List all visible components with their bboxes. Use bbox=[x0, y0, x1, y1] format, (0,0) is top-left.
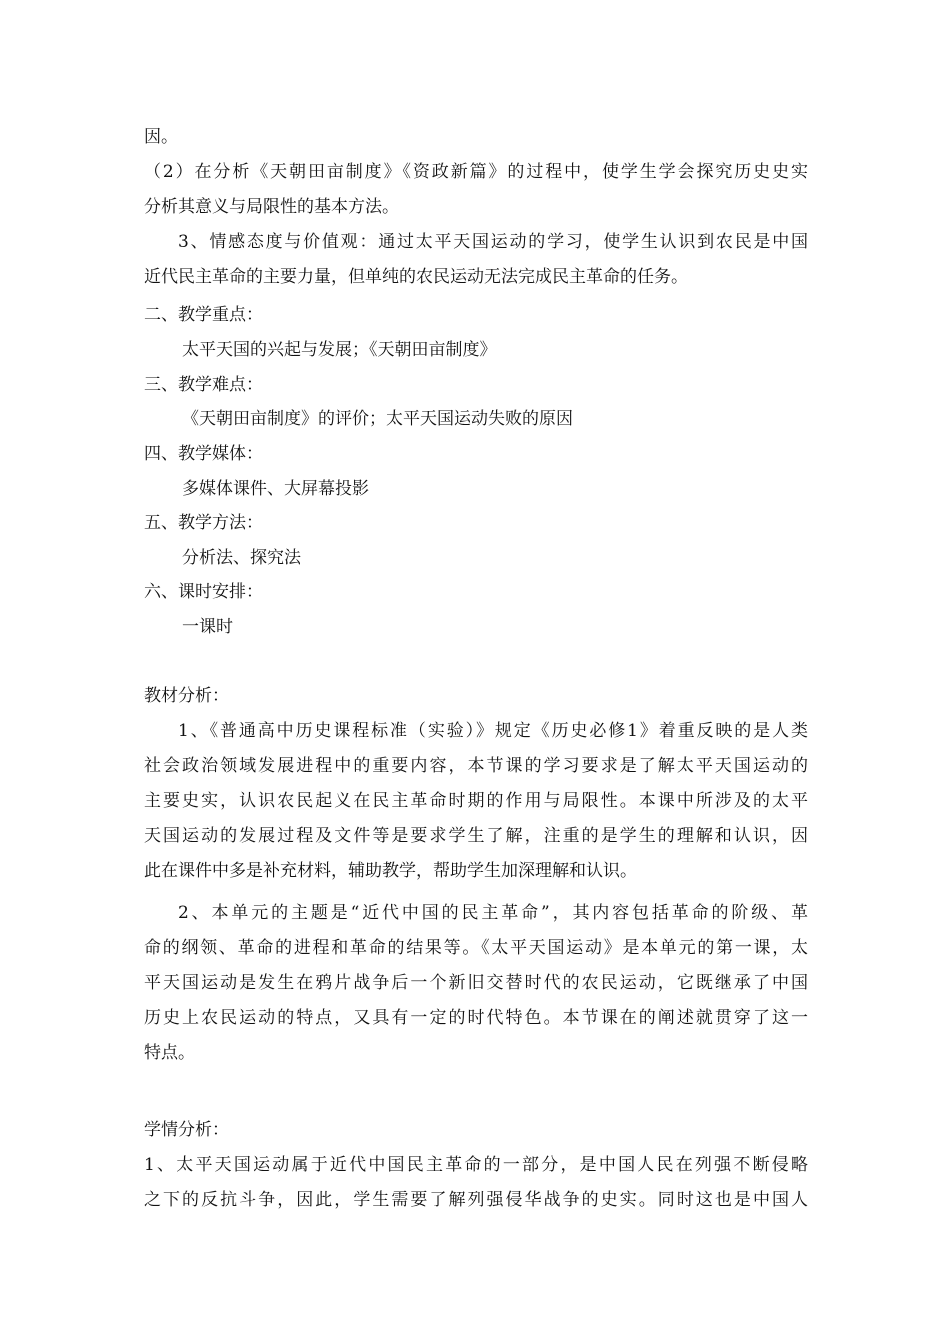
line-text: 命的纲领、革命的进程和革命的结果等。《太平天国运动》是本单元的第一课，太 bbox=[144, 938, 808, 958]
line-text: 之下的反抗斗争，因此，学生需要了解列强侵华战争的史实。同时这也是中国人 bbox=[144, 1190, 808, 1210]
line-text: 历史上农民运动的特点，又具有一定的时代特色。本节课在的阐述就贯穿了这一 bbox=[144, 1008, 808, 1028]
text-line bbox=[0, 1041, 950, 1065]
line-text: 2、本单元的主题是“近代中国的民主革命”，其内容包括革命的阶级、革 bbox=[178, 903, 808, 923]
section-heading bbox=[0, 303, 950, 327]
text-line bbox=[0, 338, 950, 362]
line-text: 二、教学重点： bbox=[144, 305, 263, 325]
text-line bbox=[0, 407, 950, 431]
text-line bbox=[0, 859, 950, 883]
text-line bbox=[0, 160, 950, 184]
line-text: 特点。 bbox=[144, 1043, 195, 1063]
line-text: 一课时 bbox=[182, 617, 233, 637]
text-line bbox=[0, 1188, 950, 1212]
text-line bbox=[0, 615, 950, 639]
text-line bbox=[0, 477, 950, 501]
section-heading bbox=[0, 442, 950, 466]
line-text: 社会政治领域发展进程中的重要内容，本节课的学习要求是了解太平天国运动的 bbox=[144, 756, 808, 776]
text-line bbox=[0, 971, 950, 995]
line-text: 3、情感态度与价值观：通过太平天国运动的学习，使学生认识到农民是中国 bbox=[178, 232, 808, 252]
line-text: 《天朝田亩制度》的评价；太平天国运动失败的原因 bbox=[182, 409, 573, 429]
section-heading bbox=[0, 511, 950, 535]
text-line bbox=[0, 195, 950, 219]
text-line bbox=[0, 901, 950, 925]
line-text: 1、太平天国运动属于近代中国民主革命的一部分，是中国人民在列强不断侵略 bbox=[144, 1155, 808, 1175]
text-line bbox=[0, 1006, 950, 1030]
text-line bbox=[0, 546, 950, 570]
text-line bbox=[0, 754, 950, 778]
line-text: 平天国运动是发生在鸦片战争后一个新旧交替时代的农民运动，它既继承了中国 bbox=[144, 973, 808, 993]
line-text: 1、《普通高中历史课程标准（实验）》规定《历史必修1》着重反映的是人类 bbox=[178, 721, 808, 741]
line-text: 四、教学媒体： bbox=[144, 444, 263, 464]
line-text: 主要史实，认识农民起义在民主革命时期的作用与局限性。本课中所涉及的太平 bbox=[144, 791, 808, 811]
text-line bbox=[0, 125, 950, 149]
line-text: 五、教学方法： bbox=[144, 513, 263, 533]
section-heading bbox=[0, 580, 950, 604]
text-line bbox=[0, 265, 950, 289]
text-line bbox=[0, 230, 950, 254]
line-text: 三、教学难点： bbox=[144, 375, 263, 395]
line-text: 天国运动的发展过程及文件等是要求学生了解，注重的是学生的理解和认识，因 bbox=[144, 826, 808, 846]
text-line bbox=[0, 1153, 950, 1177]
line-text: 六、课时安排： bbox=[144, 582, 263, 602]
line-text: （2）在分析《天朝田亩制度》《资政新篇》的过程中，使学生学会探究历史史实 bbox=[144, 162, 808, 182]
text-line bbox=[0, 936, 950, 960]
section-heading bbox=[0, 373, 950, 397]
line-text: 分析其意义与局限性的基本方法。 bbox=[144, 197, 399, 217]
section-heading bbox=[0, 684, 950, 708]
line-text: 此在课件中多是补充材料，辅助教学，帮助学生加深理解和认识。 bbox=[144, 861, 637, 881]
line-text: 多媒体课件、大屏幕投影 bbox=[182, 479, 369, 499]
section-heading bbox=[0, 1118, 950, 1142]
line-text: 教材分析： bbox=[144, 686, 229, 706]
line-text: 近代民主革命的主要力量，但单纯的农民运动无法完成民主革命的任务。 bbox=[144, 267, 688, 287]
line-text: 太平天国的兴起与发展；《天朝田亩制度》 bbox=[182, 340, 497, 360]
line-text: 因。 bbox=[144, 127, 178, 147]
text-line bbox=[0, 789, 950, 813]
line-text: 学情分析： bbox=[144, 1120, 229, 1140]
text-line bbox=[0, 824, 950, 848]
text-line bbox=[0, 719, 950, 743]
line-text: 分析法、探究法 bbox=[182, 548, 301, 568]
